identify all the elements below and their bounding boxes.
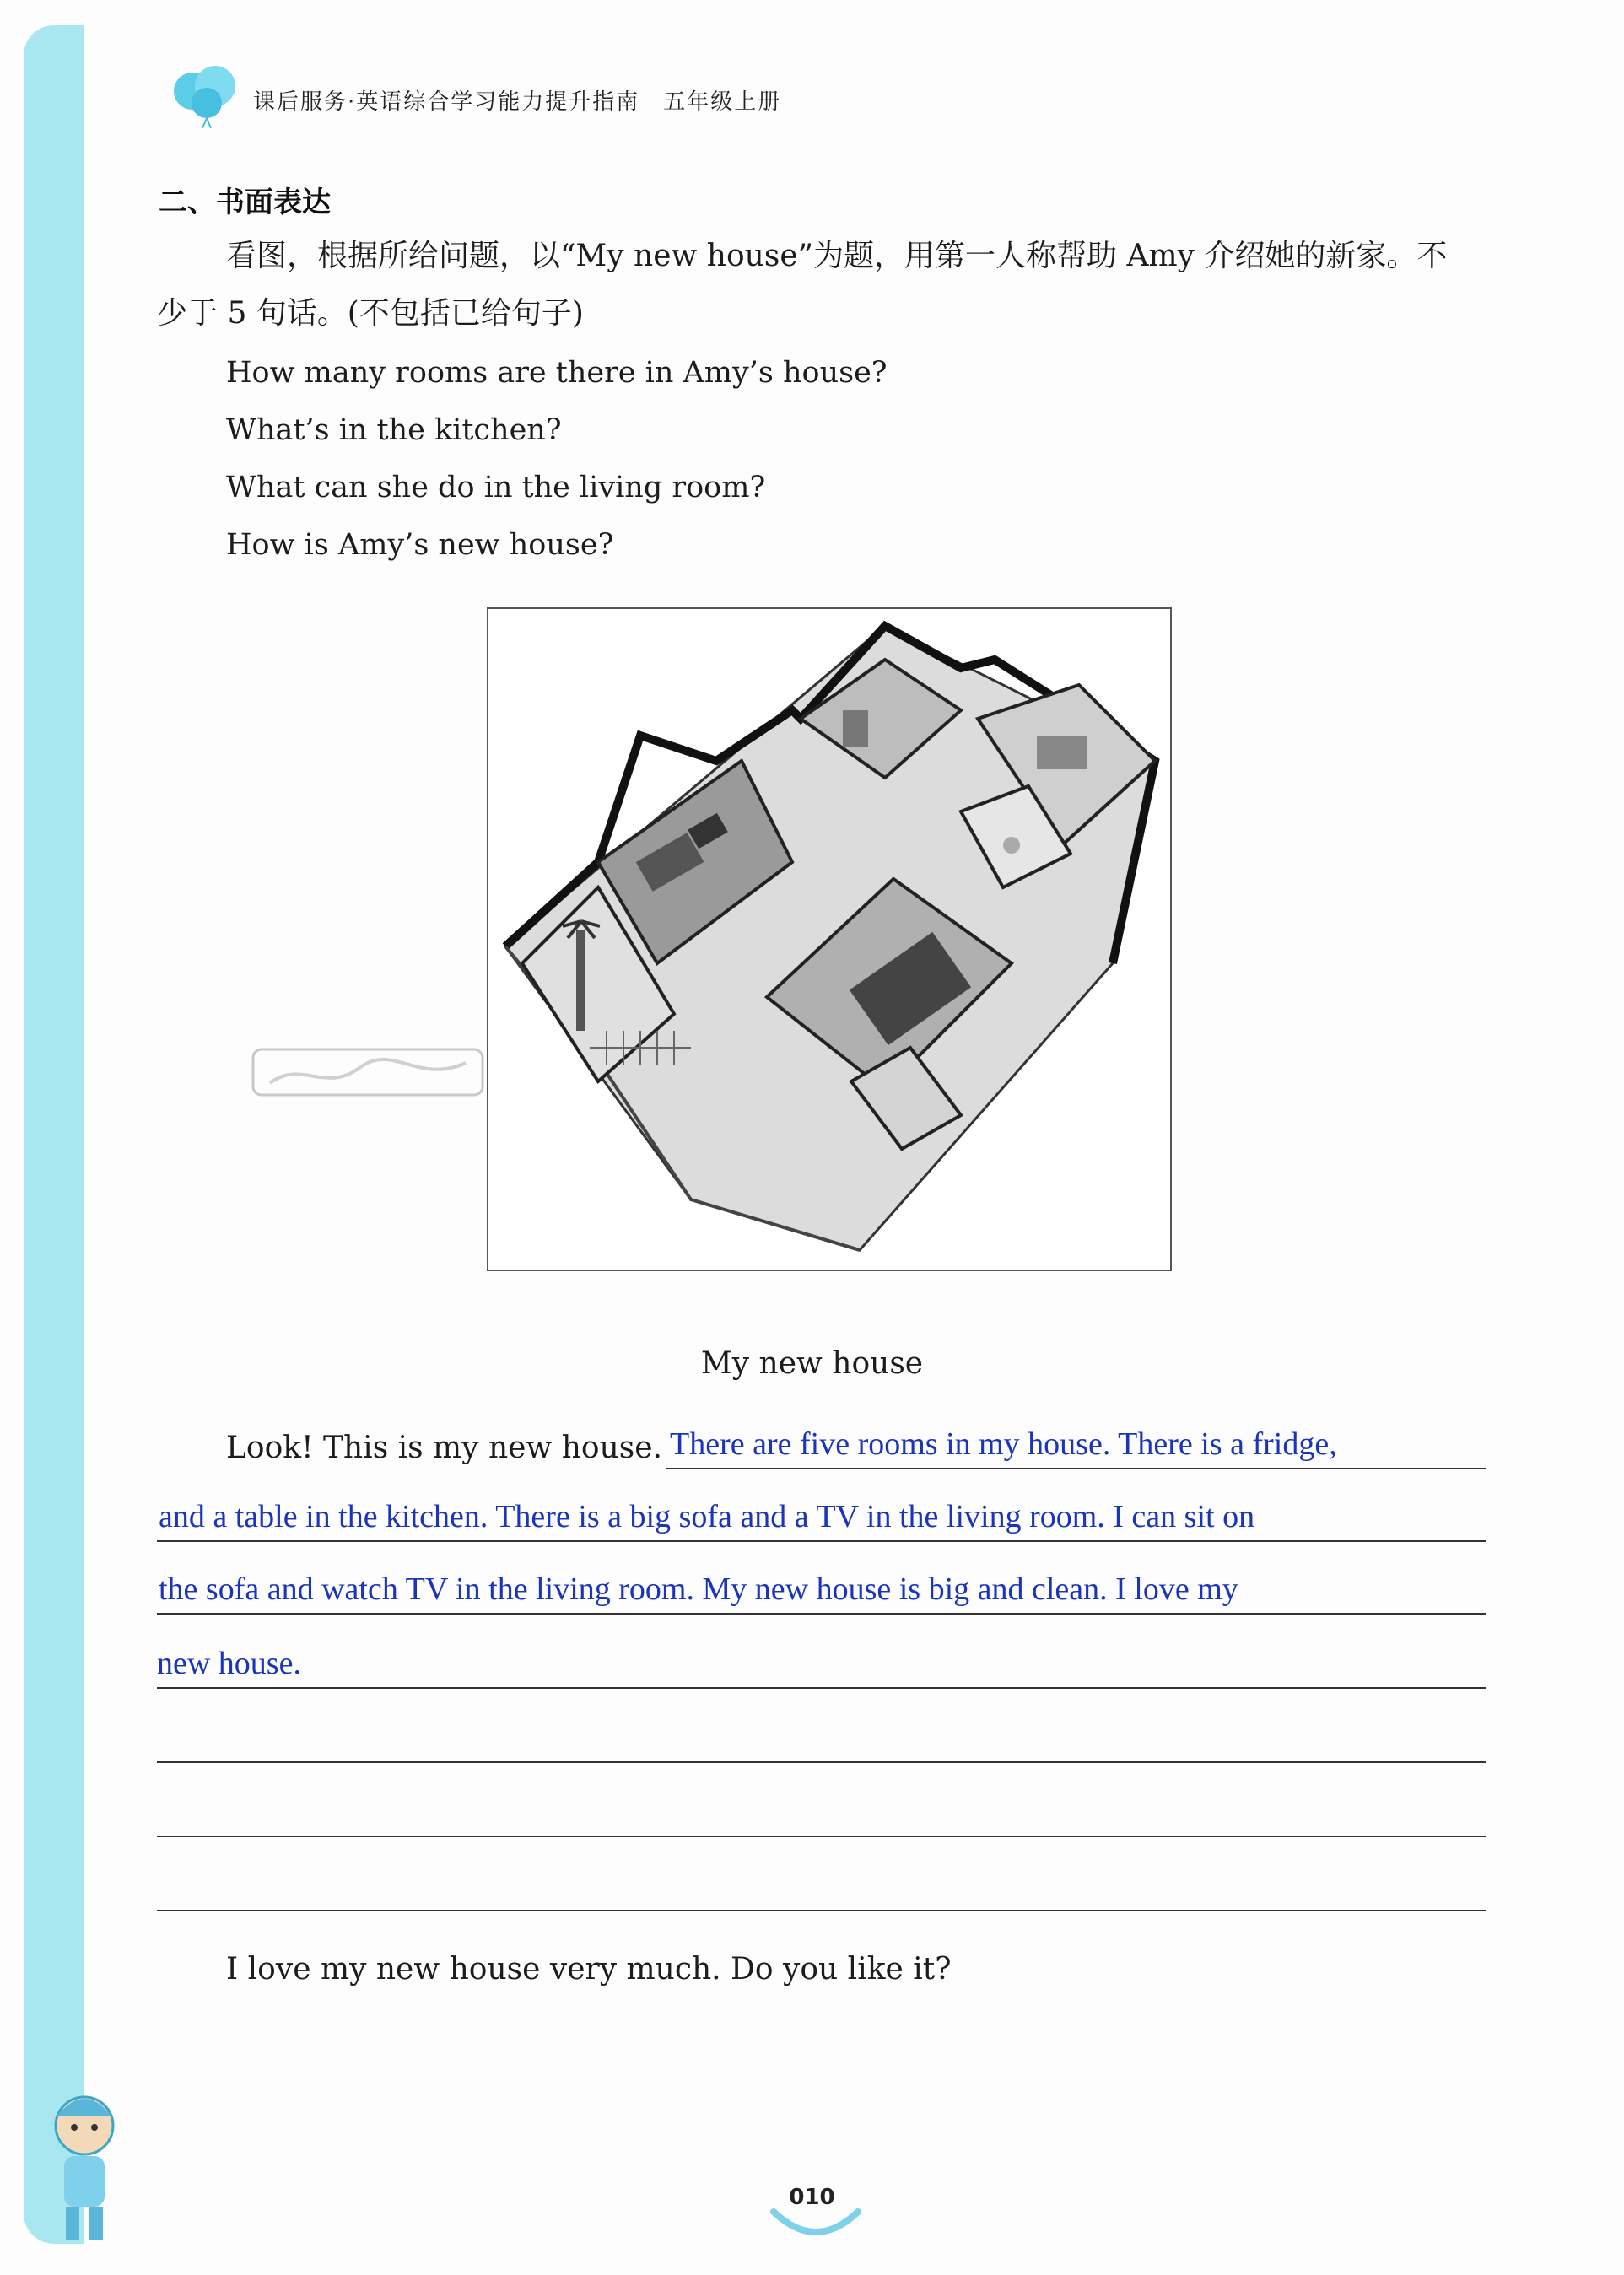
- page-number-swoosh-icon: [769, 2202, 862, 2244]
- instruction-line-1: 看图，根据所给问题，以“My new house”为题，用第一人称帮助 Amy 介绍她的新家。不: [226, 239, 1448, 273]
- writing-line-3: [157, 1613, 1486, 1615]
- writing-line-1: [666, 1468, 1486, 1469]
- section-title: 二、书面表达: [159, 186, 331, 219]
- balloons-icon: [169, 62, 245, 130]
- floorplan-illustration: [487, 607, 1172, 1271]
- essay-closing: I love my new house very much. Do you like it?: [226, 1952, 952, 1987]
- writing-line-4: [157, 1687, 1486, 1689]
- answer-line-2: and a table in the kitchen. There is a big sofa and a TV in the living room. I can sit on: [159, 1499, 1255, 1534]
- answer-line-4: new house.: [157, 1646, 301, 1681]
- instruction-line-2: 少于 5 句话。(不包括已给句子): [157, 296, 584, 331]
- page-number: 010: [789, 2185, 835, 2210]
- writing-line-2: [157, 1540, 1486, 1542]
- writing-line-5: [157, 1761, 1486, 1763]
- watermark-logo: [250, 1043, 486, 1102]
- essay-title: My new house: [700, 1346, 924, 1381]
- writing-line-7: [157, 1910, 1486, 1911]
- question-1: How many rooms are there in Amy’s house?: [226, 356, 888, 390]
- answer-line-1: There are five rooms in my house. There is a fridge,: [670, 1426, 1337, 1462]
- essay-opening: Look! This is my new house.: [226, 1431, 662, 1465]
- decorative-side-strip: [24, 25, 84, 2244]
- question-3: What can she do in the living room?: [226, 471, 766, 504]
- writing-line-6: [157, 1836, 1486, 1837]
- question-2: What’s in the kitchen?: [226, 413, 562, 447]
- answer-line-3: the sofa and watch TV in the living room. My new house is big and clean. I love my: [159, 1571, 1238, 1607]
- cartoon-kid-icon: [34, 2075, 135, 2261]
- question-4: How is Amy’s new house?: [226, 528, 614, 562]
- book-header-title: 课后服务·英语综合学习能力提升指南 五年级上册: [253, 89, 782, 115]
